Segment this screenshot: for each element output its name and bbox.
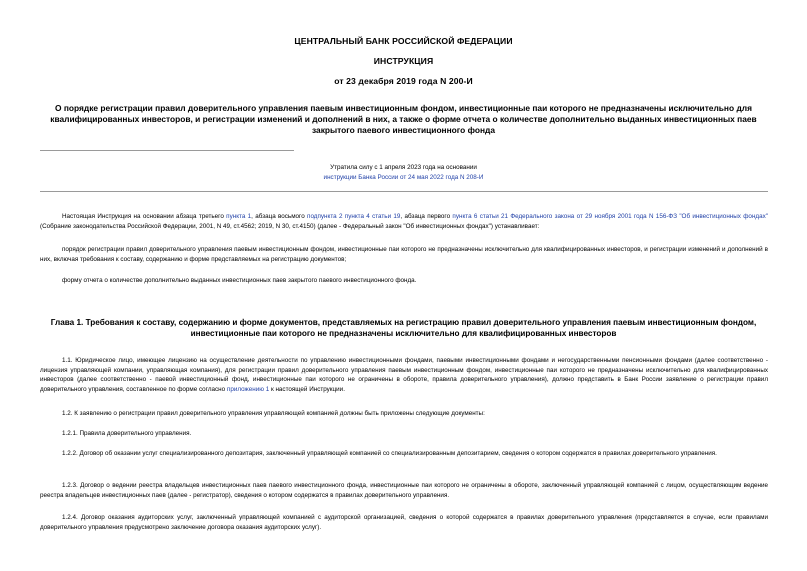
paragraph-1-1 bbox=[40, 356, 768, 394]
paragraph-1-2-3: 1.2.3. Договор о ведении реестра владельцев инвестиционных паев паевого инвестиционного фонда, инвестиционные паи которого не ограничены в обороте, заключенный управляющей компанией с лицом, осуществляющим ведение реестра владельцев инвестиционных паев (далее - регистратор), сведения о котором содержатся в правилах доверительного управления. bbox=[40, 482, 768, 499]
paragraph-1-1-text: 1.1. Юридическое лицо, имеющее лицензию на осуществление деятельности по управлению инвестиционными фондами, паевыми инвестиционными фондами и негосударственными пенсионными фондами (далее соответственно - лицензия управляющей компании, управляющая компания), для регистрации правил доверительного управления паевым инвестиционным фондом, инвестиционные паи которого не предназначены исключительно для квалифицированных инвесторов (далее соответственно - паевой инвестиционный фонд, инвестиционные паи которого не ограничены в обороте, правила доверительного управления), должно представить в Банк России заявление о регистрации правил доверительного управления, составленное по форме согласно bbox=[40, 357, 768, 393]
intro-text-2: , абзаца восьмого bbox=[251, 213, 308, 220]
list-item: форму отчета о количестве дополнительно выданных инвестиционных паев закрытого паевого инвестиционного фонда. bbox=[62, 277, 417, 284]
issuer-heading: ЦЕНТРАЛЬНЫЙ БАНК РОССИЙСКОЙ ФЕДЕРАЦИИ bbox=[294, 36, 513, 46]
paragraph-1-2: 1.2. К заявлению о регистрации правил доверительного управления управляющей компанией должны быть приложены следующие документы: bbox=[62, 410, 485, 417]
paragraph-1-2-1: 1.2.1. Правила доверительного управления. bbox=[62, 430, 192, 437]
intro-text-3: , абзаца первого bbox=[400, 213, 453, 220]
status-notice bbox=[200, 163, 607, 183]
link-appendix-1[interactable]: приложению 1 bbox=[226, 385, 270, 393]
intro-text-1: Настоящая Инструкция на основании абзаца третьего bbox=[62, 213, 227, 220]
chapter-1-heading: Глава 1. Требования к составу, содержанию и форме документов, представляемых на регистрацию правил доверительного управления паевым инвестиционным фондом, инвестиционные паи которого не предназначены исключительно для квалифицированных инвесторов bbox=[50, 318, 757, 338]
link-subpoint-2-point-4-article-19[interactable]: подпункта 2 пункта 4 статьи 19 bbox=[307, 213, 401, 220]
paragraph-1-2-4: 1.2.4. Договор оказания аудиторских услуг, заключенный управляющей компанией с аудиторской организацией, сведения о которой содержатся в правилах доверительного управления (представляется в случае, если правилами доверительного управления предусмотрено заключение договора оказания аудиторских услуг). bbox=[40, 514, 768, 531]
list-item: порядок регистрации правил доверительного управления паевым инвестиционным фондом, инвестиционные паи которого не предназначены исключительно для квалифицированных инвесторов, и регистрации изменений и дополнений в них, включая требования к составу, содержанию и форме представляемых на регистрацию документов; bbox=[40, 246, 768, 263]
paragraph-1-1-tail: к настоящей Инструкции. bbox=[269, 385, 345, 393]
divider-short bbox=[40, 150, 294, 151]
divider-full bbox=[40, 191, 768, 192]
status-notice-link[interactable]: инструкции Банка России от 24 мая 2022 года N 208-И bbox=[323, 174, 484, 181]
document-title: О порядке регистрации правил доверительного управления паевым инвестиционным фондом, инвестиционные паи которого не предназначены исключительно для квалифицированных инвесторов, и регистрации изменений и дополнений в них, а также о форме отчета о количестве дополнительно выданных инвестиционных паев закрытого паевого инвестиционного фонда bbox=[50, 103, 757, 135]
intro-paragraph bbox=[40, 212, 768, 231]
link-point-1[interactable]: пункта 1 bbox=[226, 213, 252, 220]
document-date-number: от 23 декабря 2019 года N 200-И bbox=[334, 76, 473, 86]
document-type-heading: ИНСТРУКЦИЯ bbox=[373, 56, 434, 66]
link-federal-law-156[interactable]: Федерального закона от 29 ноября 2001 года N 156-ФЗ "Об инвестиционных фондах" bbox=[510, 213, 768, 220]
status-notice-text: Утратила силу с 1 апреля 2023 года на основании bbox=[330, 164, 477, 171]
paragraph-1-2-2: 1.2.2. Договор об оказании услуг специализированного депозитария, заключенный управляющей компанией со специализированным депозитарием, сведения о котором содержатся в правилах доверительного управления. bbox=[62, 450, 717, 457]
link-point-6-article-21[interactable]: пункта 6 статьи 21 bbox=[452, 213, 509, 220]
intro-text-5: (Собрание законодательства Российской Федерации, 2001, N 49, ст.4562; 2019, N 30, ст.4150) (далее - Федеральный закон "Об инвестиционных фондах") устанавливает: bbox=[40, 222, 540, 230]
